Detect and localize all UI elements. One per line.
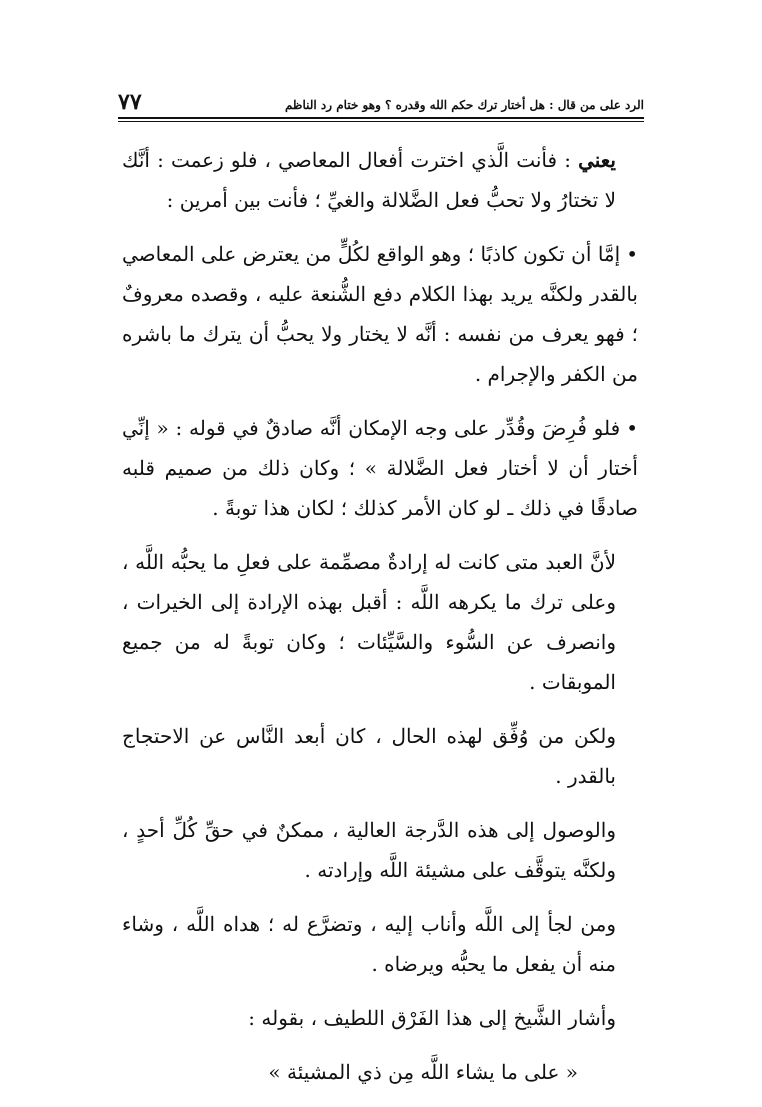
paragraph-5 bbox=[122, 716, 638, 796]
paragraph-1-lead: يعني bbox=[578, 148, 616, 172]
paragraph-2 bbox=[122, 234, 638, 394]
paragraph-5-text: ولكن من وُفِّق لهذه الحال ، كان أبعد النَّاس عن الاحتجاج بالقدر . bbox=[122, 724, 616, 788]
verse-quote bbox=[122, 1052, 638, 1092]
paragraph-3 bbox=[122, 408, 638, 528]
header-rule bbox=[118, 117, 644, 119]
paragraph-6-text: والوصول إلى هذه الدَّرجة العالية ، ممكنٌ في حقِّ كُلِّ أحدٍ ، ولكنَّه يتوقَّف على مشيئة اللَّه وإرادته . bbox=[122, 818, 616, 882]
paragraph-4-text: لأنَّ العبد متى كانت له إرادةٌ مصمِّمة على فعلِ ما يحبُّه اللَّه ، وعلى ترك ما يكرهه اللَّه : أقبل بهذه الإرادة إلى الخيرات ، وانصرف عن السُّوء والسَّيِّئات ؛ وكان توبةً له من جميع الموبقات . bbox=[122, 550, 616, 694]
paragraph-8-text: وأشار الشَّيخ إلى هذا الفَرْق اللطيف ، بقوله : bbox=[248, 1006, 616, 1030]
paragraph-4 bbox=[122, 542, 638, 702]
verse-text: « على ما يشاء اللَّه مِن ذي المشيئة » bbox=[268, 1060, 578, 1084]
running-title: الرد على من قال : هل أختار ترك حكم الله وقدره ؟ وهو ختام رد الناظم bbox=[284, 98, 644, 112]
paragraph-1 bbox=[122, 140, 638, 220]
header-rule-thin bbox=[118, 121, 644, 122]
paragraph-6 bbox=[122, 810, 638, 890]
paragraph-8 bbox=[122, 998, 638, 1038]
page-header bbox=[118, 88, 644, 114]
paragraph-7 bbox=[122, 904, 638, 984]
paragraph-3-text: فلو فُرِضَ وقُدِّر على وجه الإمكان أنَّه صادقٌ في قوله : « إنِّي أختار أن لا أختار فعل الضَّلالة » ؛ وكان ذلك من صميم قلبه صادقًا في ذلك ـ لو كان الأمر كذلك ؛ لكان هذا توبةً . bbox=[122, 416, 638, 520]
page-number: ٧٧ bbox=[118, 89, 142, 115]
main-text bbox=[122, 140, 638, 1106]
paragraph-2-text: إمَّا أن تكون كاذبًا ؛ وهو الواقع لكُلٍّ من يعترض على المعاصي بالقدر ولكنَّه يريد بهذا الكلام دفع الشُّنعة عليه ، وقصده معروفٌ ؛ فهو يعرف من نفسه : أنَّه لا يختار ولا يحبُّ أن يترك ما باشره من الكفر والإجرام . bbox=[122, 242, 638, 386]
paragraph-1-text: : فأنت الَّذي اخترت أفعال المعاصي ، فلو زعمت : أنَّك لا تختارُ ولا تحبُّ فعل الضَّلالة والغيِّ ؛ فأنت بين أمرين : bbox=[122, 148, 616, 212]
paragraph-7-text: ومن لجأ إلى اللَّه وأناب إليه ، وتضرَّع له ؛ هداه اللَّه ، وشاء منه أن يفعل ما يحبُّه ويرضاه . bbox=[122, 912, 616, 976]
